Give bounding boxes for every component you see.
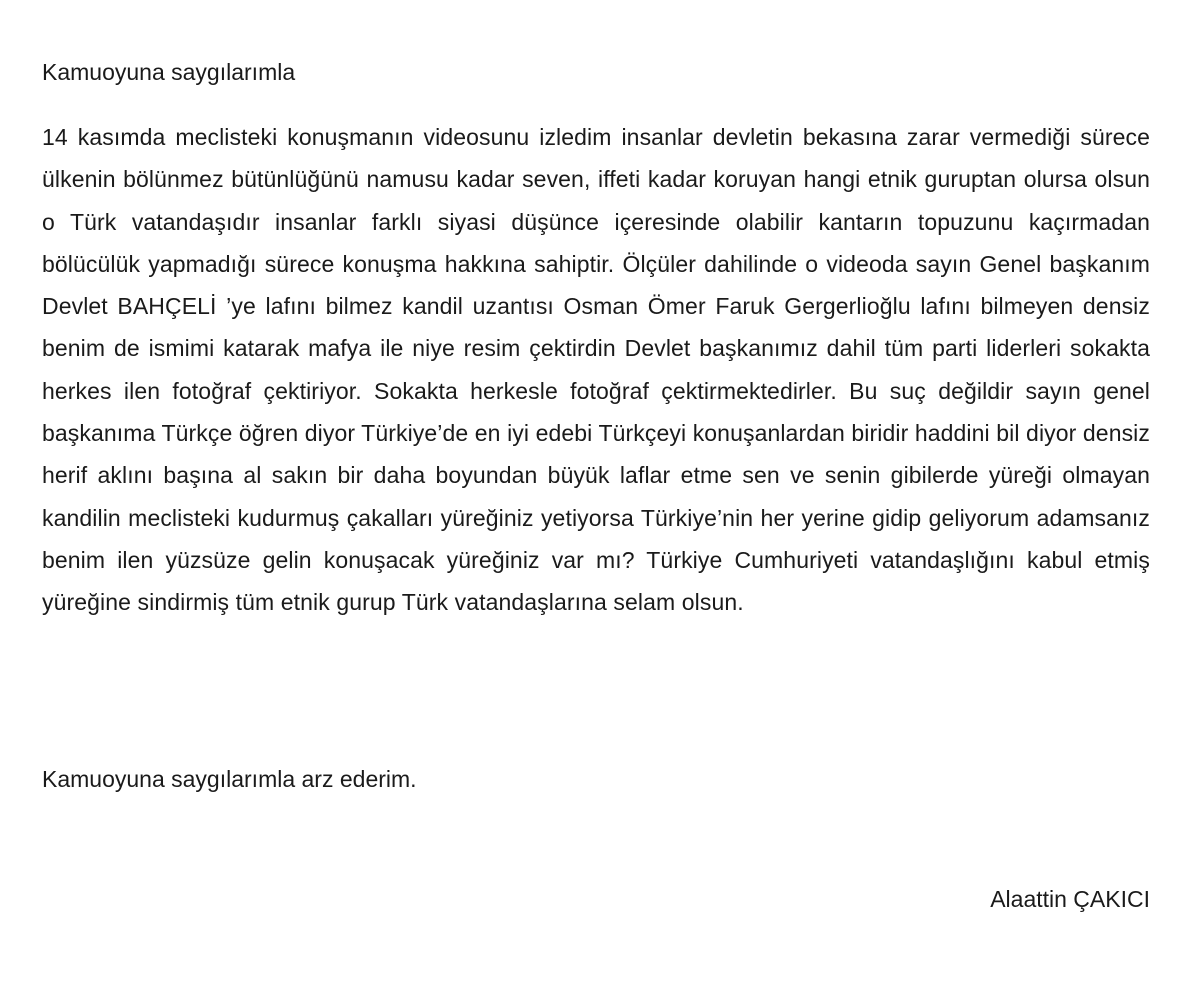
letter-body: 14 kasımda meclisteki konuşmanın videosunu izledim insanlar devletin bekasına zarar vermediği sürece ülkenin bölünmez bütünlüğünü namusu kadar seven, iffeti kadar koruyan hangi etnik guruptan olursa olsun o Türk vatandaşıdır insanlar farklı siyasi düşünce içeresinde olabilir kantarın topuzunu kaçırmadan bölücülük yapmadığı sürece konuşma hakkına sahiptir. Ölçüler dahilinde o videoda sayın Genel başkanım Devlet BAHÇELİ ’ye lafını bilmez kandil uzantısı Osman Ömer Faruk Gergerlioğlu lafını bilmeyen densiz benim de ismimi katarak mafya ile niye resim çektirdin Devlet başkanımız dahil tüm parti liderleri sokakta herkes ilen fotoğraf çektiriyor. Sokakta herkesle fotoğraf çektirmektedirler. Bu suç değildir sayın genel başkanıma Türkçe öğren diyor Türkiye’de en iyi edebi Türkçeyi konuşanlardan biridir haddini bil diyor densiz herif aklını başına al sakın bir daha boyundan büyük laflar etme sen ve senin gibilerde yüreği olmayan kandilin meclisteki kudurmuş çakalları yüreğiniz yetiyorsa Türkiye’nin her yerine gidip geliyorum adamsanız benim ilen yüzsüze gelin konuşacak yüreğiniz var mı? Türkiye Cumhuriyeti vatandaşlığını kabul etmiş yüreğine sindirmiş tüm etnik gurup Türk vatandaşlarına selam olsun.: [42, 124, 1150, 616]
letter-signature: Alaattin ÇAKICI: [990, 886, 1150, 912]
letter-closing: Kamuoyuna saygılarımla arz ederim.: [42, 766, 417, 792]
letter-greeting: Kamuoyuna saygılarımla: [42, 59, 296, 85]
